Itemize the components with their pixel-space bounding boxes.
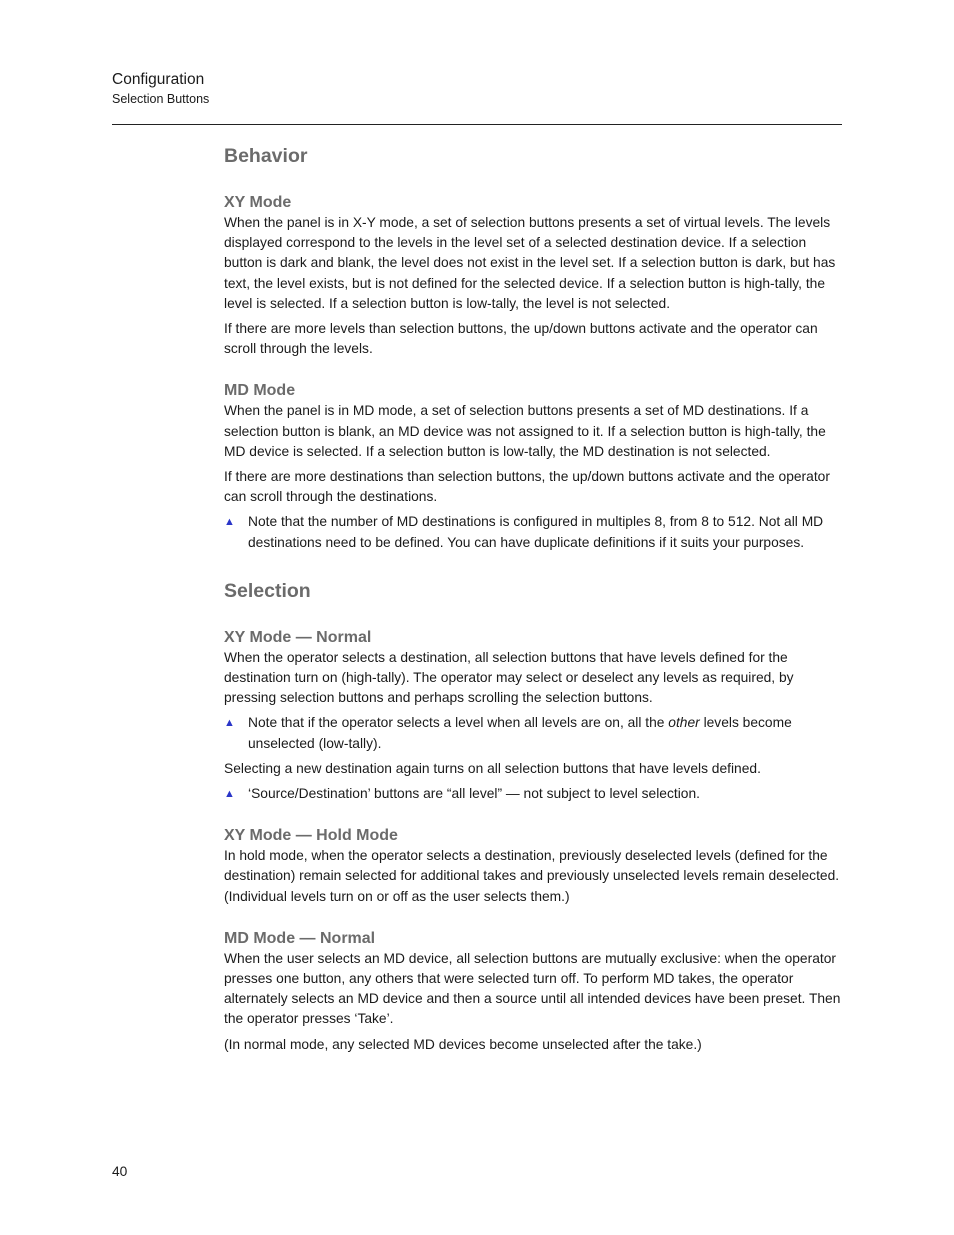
page-number: 40: [112, 1164, 128, 1179]
paragraph: If there are more levels than selection buttons, the up/down buttons activate and the operator can scroll through the levels.: [224, 321, 818, 357]
heading-md-mode: MD Mode: [224, 382, 296, 400]
paragraph: When the panel is in X-Y mode, a set of selection buttons presents a set of virtual levels. The levels displayed correspond to the levels in the level set of a selected destination device. If a selection button is dark and blank, the level does not exist in the level set. If a selection button is dark, but has text, the level exists, but is not defined for the selected device. If a selection button is high-tally, the level is selected. If a selection button is low-tally, the level is not selected.: [224, 215, 836, 311]
heading-xy-mode: XY Mode: [224, 194, 292, 211]
note: [224, 784, 842, 804]
heading-xy-mode-hold: XY Mode — Hold Mode: [224, 827, 398, 845]
paragraph: When the operator selects a destination, all selection buttons that have levels defined for the destination turn on (high-tally). The operator may select or deselect any levels as required, by pressing selection buttons and perhaps scrolling the selection buttons.: [224, 649, 794, 706]
note-text: ‘Source/Destination’ buttons are “all level” — not subject to level selection.: [248, 786, 700, 802]
heading-behavior: Behavior: [224, 145, 308, 167]
paragraph: When the user selects an MD device, all selection buttons are mutually exclusive: when the operator presses one button, any others that were selected turn off. To perform MD takes, the operator alternately selects an MD device and then a source until all intended devices have been preset. Then the operator presses ‘Take’.: [224, 950, 841, 1027]
paragraph: (In normal mode, any selected MD devices become unselected after the take.): [224, 1036, 702, 1052]
paragraph: In hold mode, when the operator selects a destination, previously deselected levels (defined for the destination) remain selected for additional takes and previously unselected levels remain deselected. (Individual levels turn on or off as the user selects them.): [224, 848, 840, 904]
note-emphasis: other: [668, 715, 700, 731]
heading-md-mode-normal: MD Mode — Normal: [224, 929, 376, 947]
triangle-note-icon: ▲: [224, 516, 235, 529]
page-content: [224, 142, 842, 1055]
header-divider: [112, 124, 842, 125]
running-header: [112, 70, 209, 108]
chapter-title: Configuration: [112, 71, 205, 88]
note: [224, 713, 842, 753]
note: [224, 512, 842, 552]
triangle-note-icon: ▲: [224, 788, 235, 801]
note-text: Note that the number of MD destinations is configured in multiples 8, from 8 to 512. Not all MD destinations need to be defined. You can have duplicate definitions if it suits your purposes.: [248, 514, 824, 550]
paragraph: Selecting a new destination again turns on all selection buttons that have levels defined.: [224, 760, 761, 776]
note-text-part: Note that if the operator selects a level when all levels are on, all the: [248, 715, 669, 731]
heading-xy-mode-normal: XY Mode — Normal: [224, 628, 372, 646]
paragraph: When the panel is in MD mode, a set of selection buttons presents a set of MD destinations. If a selection button is blank, an MD device was not assigned to it. If a selection button is high-tally, the MD device is selected. If a selection button is low-tally, the MD destination is not selected.: [224, 403, 826, 459]
note-text-part: levels become unselected (low-tally).: [248, 715, 792, 751]
note-text: [248, 713, 842, 753]
section-title: Selection Buttons: [112, 92, 210, 106]
paragraph: If there are more destinations than selection buttons, the up/down buttons activate and the operator can scroll through the destinations.: [224, 469, 830, 505]
heading-selection: Selection: [224, 579, 311, 602]
triangle-note-icon: ▲: [224, 717, 235, 730]
